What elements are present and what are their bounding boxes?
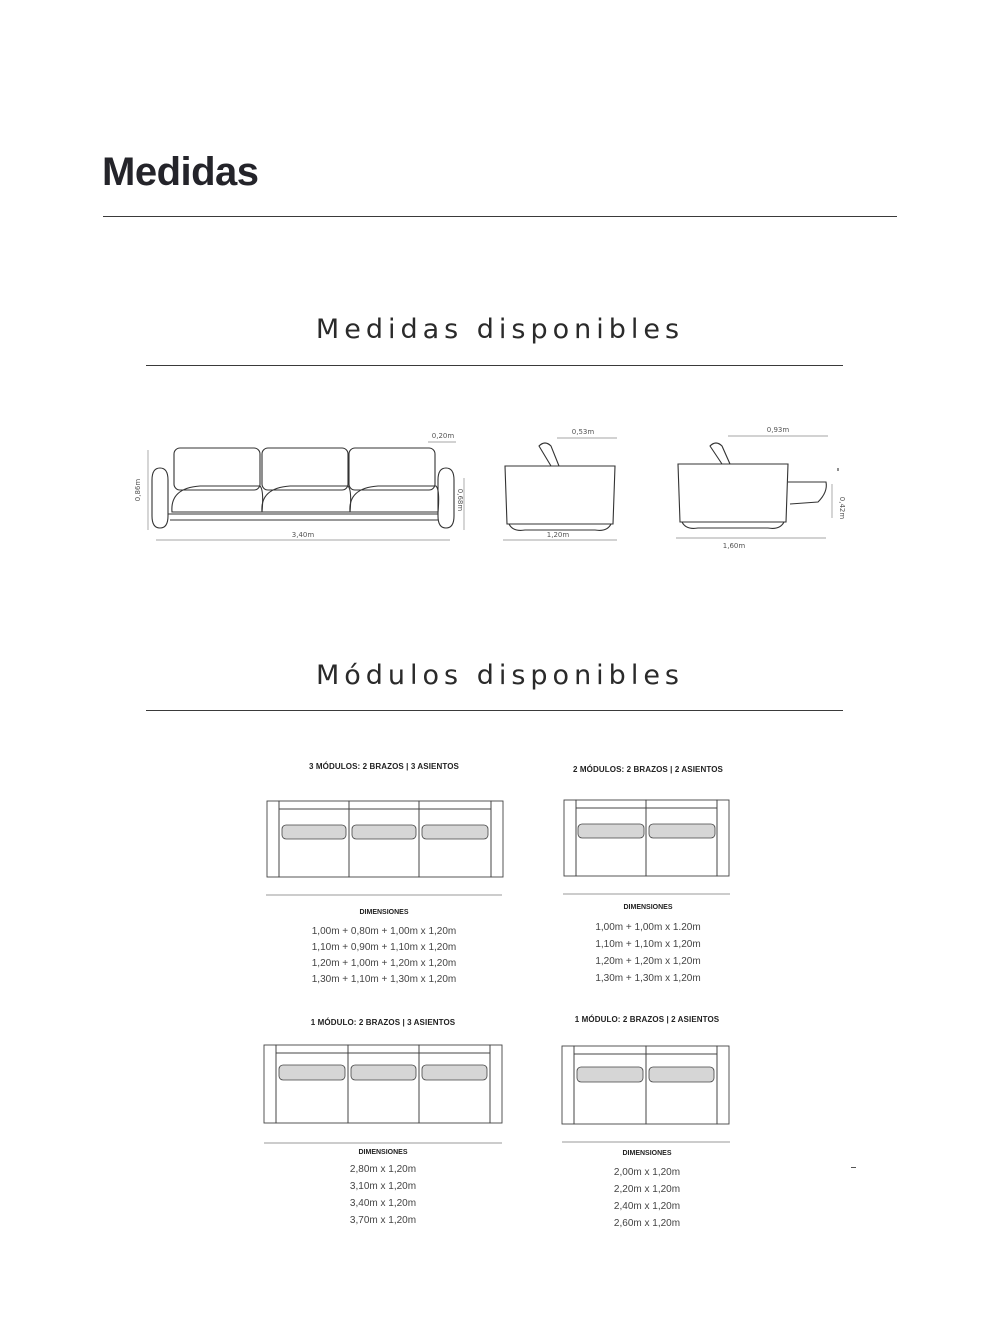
dimensions-list	[560, 919, 736, 987]
dimension-item: 1,00m + 1,00m x 1.20m	[595, 922, 701, 933]
module-drawing	[258, 1033, 508, 1145]
sofa-side-drawing	[495, 420, 625, 545]
dimension-item: 1,30m + 1,30m x 1,20m	[595, 973, 701, 984]
stray-mark	[851, 1167, 856, 1168]
dimensions-label: DIMENSIONES	[358, 1149, 408, 1156]
measures-section-title: Medidas disponibles	[315, 314, 685, 345]
dimension-item: 2,60m x 1,20m	[613, 1218, 681, 1229]
front-height-label: 0,86m	[134, 478, 142, 502]
measures-divider	[146, 365, 843, 366]
dimension-item: 3,70m x 1,20m	[349, 1215, 417, 1226]
module-title: 3 MÓDULOS: 2 BRAZOS | 3 ASIENTOS	[309, 762, 459, 771]
extended-depth-label: 1,60m	[722, 542, 746, 550]
modules-divider	[146, 710, 843, 711]
module-card-3-modules	[262, 762, 506, 988]
page-title: Medidas	[102, 150, 259, 194]
dimension-item: 2,20m x 1,20m	[613, 1184, 681, 1195]
dimension-item: 3,40m x 1,20m	[349, 1198, 417, 1209]
module-card-1-module-2-seats	[558, 1015, 736, 1232]
dimension-item: 2,00m x 1,20m	[613, 1167, 681, 1178]
sofa-front-outline	[152, 448, 454, 528]
dimensions-label: DIMENSIONES	[623, 904, 673, 911]
front-width-label: 3,40m	[291, 531, 315, 539]
module-title: 2 MÓDULOS: 2 BRAZOS | 2 ASIENTOS	[573, 765, 723, 774]
sofa-extended-drawing	[668, 418, 853, 558]
module-card-2-modules	[560, 765, 736, 987]
dimension-item: 1,10m + 0,90m + 1,10m x 1,20m	[311, 942, 457, 953]
dimensions-label: DIMENSIONES	[359, 909, 409, 916]
front-arm-label: 0,20m	[431, 432, 455, 440]
dimensions-list	[262, 924, 506, 988]
module-title: 1 MÓDULO: 2 BRAZOS | 3 ASIENTOS	[310, 1018, 456, 1027]
dimension-item: 3,10m x 1,20m	[349, 1181, 417, 1192]
dimension-item: 1,10m + 1,10m x 1,20m	[595, 939, 701, 950]
dimension-item: 1,30m + 1,10m + 1,30m x 1,20m	[311, 974, 457, 985]
module-drawing	[262, 787, 506, 897]
title-divider	[103, 216, 897, 217]
sofa-front-drawing	[130, 420, 480, 550]
extended-back-label: 0,93m	[766, 426, 790, 434]
side-depth-label: 1,20m	[546, 531, 570, 539]
dimension-item: 1,00m + 0,80m + 1,00m x 1,20m	[311, 926, 457, 937]
dimensions-list	[258, 1161, 508, 1229]
extended-height-label: 0,42m	[838, 496, 846, 520]
dimension-item: 1,20m + 1,20m x 1,20m	[595, 956, 701, 967]
dimension-item: 2,40m x 1,20m	[613, 1201, 681, 1212]
front-seat-height-label: 0,68m	[456, 488, 464, 512]
modules-section-title: Módulos disponibles	[315, 660, 685, 691]
dimensions-label: DIMENSIONES	[622, 1150, 672, 1157]
module-drawing	[560, 784, 736, 896]
sofa-extended-outline	[678, 443, 838, 528]
sofa-side-outline	[505, 443, 615, 530]
module-title: 1 MÓDULO: 2 BRAZOS | 2 ASIENTOS	[574, 1015, 720, 1024]
side-back-label: 0,53m	[571, 428, 595, 436]
dimension-item: 1,20m + 1,00m + 1,20m x 1,20m	[311, 958, 457, 969]
module-drawing	[558, 1032, 736, 1144]
dimension-item: 2,80m x 1,20m	[349, 1164, 417, 1175]
dimensions-list	[558, 1164, 736, 1232]
module-card-1-module-3-seats	[258, 1018, 508, 1229]
